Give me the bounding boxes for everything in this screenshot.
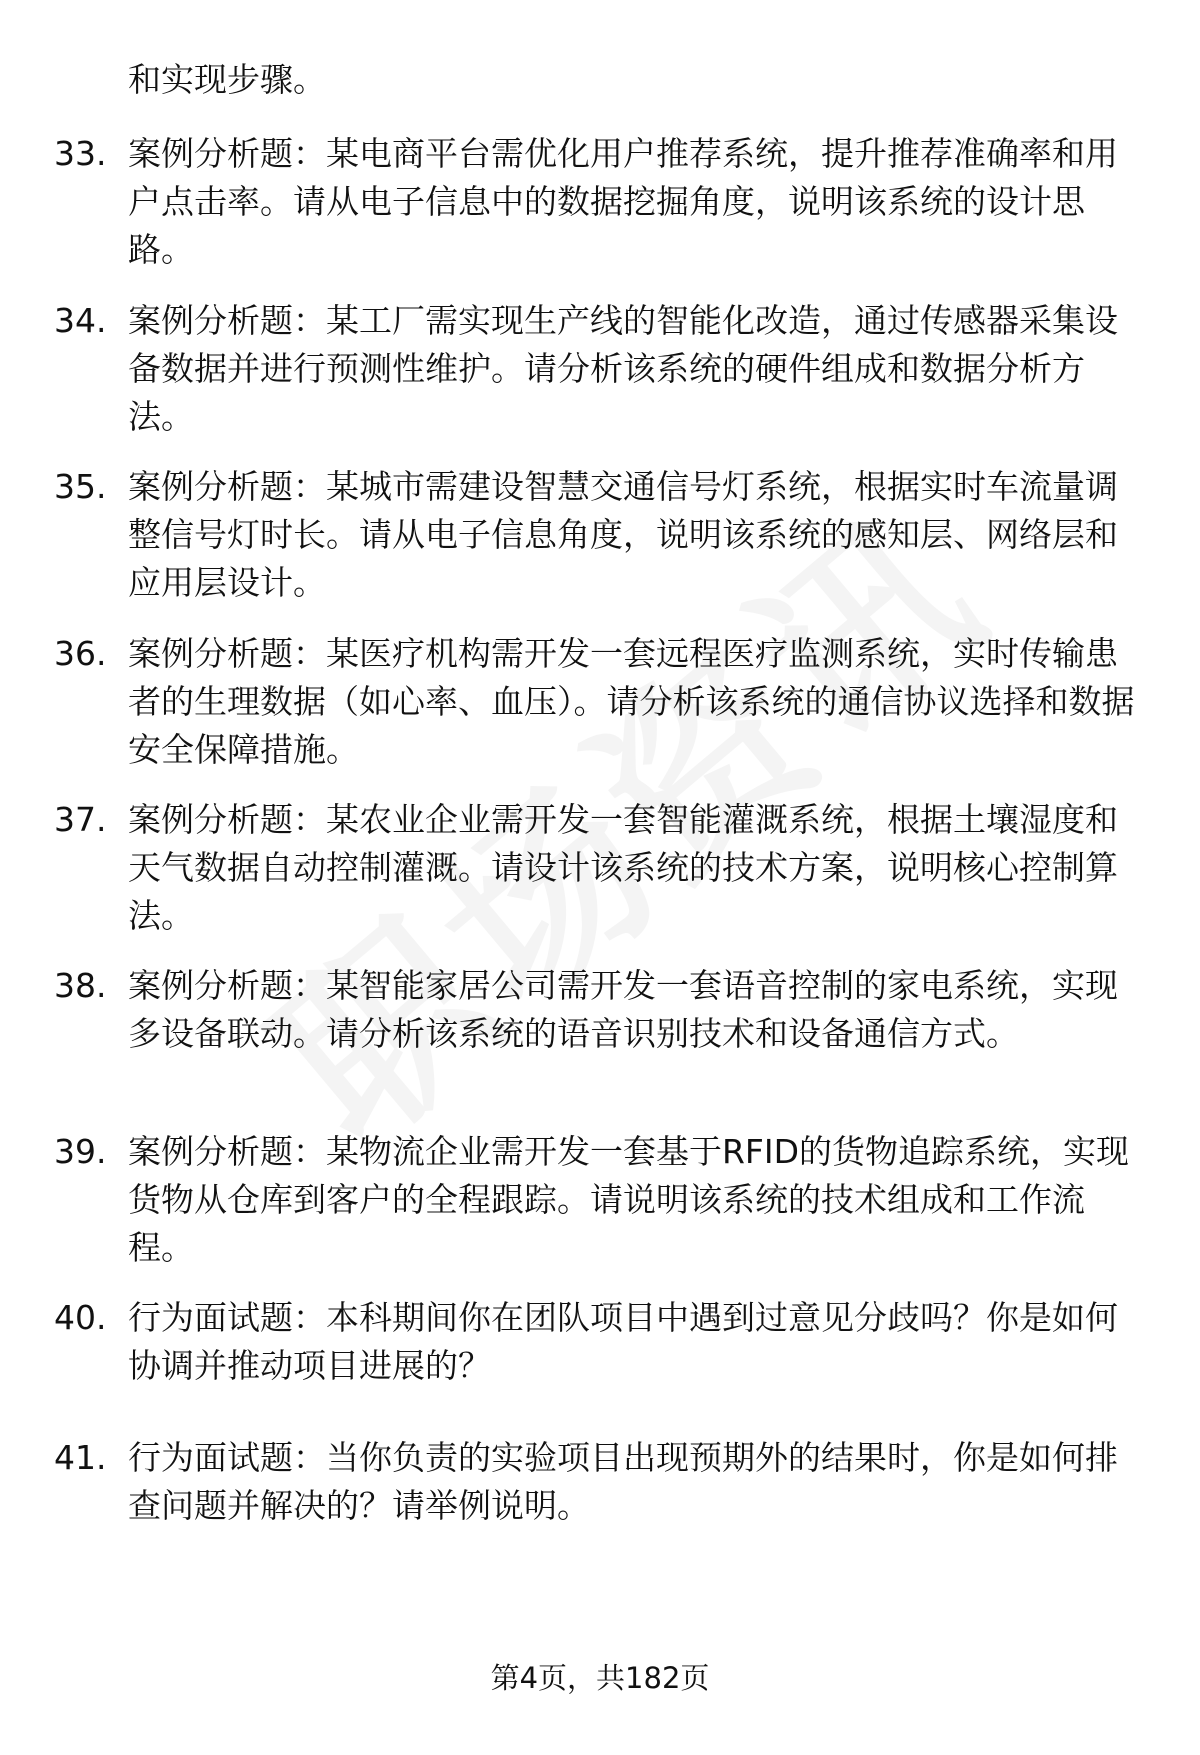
question-number: 40. [54,1298,107,1337]
question-text: 案例分析题：某物流企业需开发一套基于RFID的货物追踪系统，实现货物从仓库到客户的全程跟踪。请说明该系统的技术组成和工作流程。 [128,1132,1130,1267]
question-number: 38. [54,966,107,1005]
question-number: 33. [54,134,107,173]
question-text: 案例分析题：某城市需建设智慧交通信号灯系统，根据实时车流量调整信号灯时长。请从电子信息角度，说明该系统的感知层、网络层和应用层设计。 [128,467,1118,602]
question-text: 行为面试题：本科期间你在团队项目中遇到过意见分歧吗？你是如何协调并推动项目进展的？ [128,1298,1118,1385]
question-text: 案例分析题：某电商平台需优化用户推荐系统，提升推荐准确率和用户点击率。请从电子信息中的数据挖掘角度，说明该系统的设计思路。 [128,134,1118,269]
question-number: 35. [54,467,107,506]
question-text: 案例分析题：某医疗机构需开发一套远程医疗监测系统，实时传输患者的生理数据（如心率、血压）。请分析该系统的通信协议选择和数据安全保障措施。 [128,634,1135,769]
question-number: 39. [54,1132,107,1171]
question-text: 行为面试题：当你负责的实验项目出现预期外的结果时，你是如何排查问题并解决的？请举例说明。 [128,1438,1118,1525]
question-number: 34. [54,301,107,340]
question-number: 36. [54,634,107,673]
carry-over-text: 和实现步骤。 [128,60,326,99]
question-text: 案例分析题：某农业企业需开发一套智能灌溉系统，根据土壤湿度和天气数据自动控制灌溉。请设计该系统的技术方案，说明核心控制算法。 [128,800,1118,935]
page-footer: 第4页，共182页 [490,1661,710,1695]
question-number: 41. [54,1438,107,1477]
question-number: 37. [54,800,107,839]
question-text: 案例分析题：某工厂需实现生产线的智能化改造，通过传感器采集设备数据并进行预测性维护。请分析该系统的硬件组成和数据分析方法。 [128,301,1118,436]
question-text: 案例分析题：某智能家居公司需开发一套语音控制的家电系统，实现多设备联动。请分析该系统的语音识别技术和设备通信方式。 [128,966,1118,1053]
